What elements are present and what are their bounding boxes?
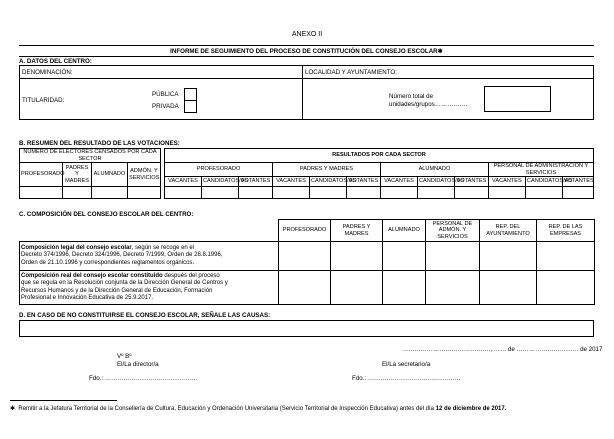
secretario-label: El/La secretario/a (382, 361, 431, 368)
sector-alumnado: ALUMNADO (380, 163, 488, 177)
section-c-heading: C. COMPOSICIÓN DEL CONSEJO ESCOLAR DEL CENTRO: (19, 211, 194, 218)
input-cell[interactable] (239, 187, 273, 199)
elector-col-alumnado: ALUMNADO (91, 163, 127, 187)
input-cell[interactable] (331, 271, 383, 305)
input-cell[interactable] (480, 242, 537, 271)
input-cell[interactable] (272, 187, 309, 199)
sub-col-vacantes: VACANTES (272, 177, 309, 187)
elector-col-profesorado: PROFESORADO (20, 163, 63, 187)
section-d-heading: D. EN CASO DE NO CONSTITUIRSE EL CONSEJO ESCOLAR, SEÑALE LAS CAUSAS: (19, 312, 271, 319)
elector-col-admon: ADMÓN. Y SERVICIOS (127, 163, 160, 187)
sub-col-candidatos: CANDIDATOS/AS (309, 177, 346, 187)
date-line: ……………………………………., …… de ………………………… de 2017 (402, 346, 603, 353)
input-cell[interactable] (279, 242, 331, 271)
votes-table (19, 148, 594, 199)
input-cell[interactable] (279, 271, 331, 305)
localidad-label: LOCALIDAD Y AYUNTAMIENTO: (305, 69, 397, 76)
form-title: INFORME DE SEGUIMIENTO DEL PROCESO DE CONSTITUCIÓN DEL CONSEJO ESCOLAR✱ (170, 48, 443, 55)
comp-col-alumnado: ALUMNADO (383, 220, 426, 242)
resultados-header: RESULTADOS POR CADA SECTOR (165, 149, 594, 163)
sub-col-candidatos: CANDIDATOS/AS (525, 177, 562, 187)
footnote-symbol: ✱ (10, 406, 16, 412)
sector-profesorado: PROFESORADO (165, 163, 273, 177)
sub-col-votantes: VOTANTES (347, 177, 381, 187)
numero-total-label: Número total de (389, 93, 434, 100)
sub-col-vacantes: VACANTES (488, 177, 525, 187)
electores-header: NÚMERO DE ELECTORES CENSADOS POR CADA SECTOR (20, 149, 161, 163)
sub-col-votantes: VOTANTES (239, 177, 273, 187)
privada-label: PRIVADA (152, 103, 179, 110)
real-composition-label: Composición real del consejo escolar constituido después del proceso que se regula en la Resolución conjunta de la Dirección General de Centros y Recursos Humanos y de la Dirección General de Educación, Formación Profesional e Innovación Educativa de 25.9.2017. (20, 271, 279, 305)
comp-col-profesorado: PROFESORADO (279, 220, 331, 242)
divider (19, 56, 594, 57)
divider (19, 45, 594, 46)
fdo-director: Fdo.: ……………………………………… (89, 375, 198, 382)
sub-col-vacantes: VACANTES (380, 177, 417, 187)
comp-col-padres: PADRES Y MADRES (331, 220, 383, 242)
input-cell[interactable] (347, 187, 381, 199)
unidades-label: unidades/grupos……………. (389, 101, 468, 108)
sub-col-candidatos: CANDIDATOS/AS (202, 177, 239, 187)
denominacion-label: DENOMINACIÓN: (22, 69, 73, 76)
composition-table (19, 219, 595, 305)
titularidad-label: TITULARIDAD: (22, 97, 65, 104)
input-cell[interactable] (380, 187, 417, 199)
input-cell[interactable] (480, 271, 537, 305)
input-cell[interactable] (417, 187, 454, 199)
sector-personal: PERSONAL DE ADMINISTRACIÓN Y SERVICIOS (488, 163, 593, 177)
input-cell[interactable] (20, 187, 63, 199)
input-cell[interactable] (488, 187, 525, 199)
vobo-label: Vº Bº (117, 353, 132, 360)
sub-col-votantes: VOTANTES (562, 177, 593, 187)
input-cell[interactable] (383, 242, 426, 271)
input-cell[interactable] (202, 187, 239, 199)
input-cell[interactable] (127, 187, 160, 199)
elector-col-padres: PADRES Y MADRES (63, 163, 92, 187)
input-cell[interactable] (309, 187, 346, 199)
footnote: ✱ Remitir a la Jefatura Territorial de la Consellería de Cultura, Educación y Ordenación Universitaria (Servicio Territorial de Inspección Educativa) antes del día 12 de diciembre de 2017. (10, 406, 507, 412)
fdo-secretario: Fdo.: ……………………………………… (352, 375, 461, 382)
legal-composition-label: Composición legal del consejo escolar, según se recoge en el Decreto 374/1996, Decreto 324/1996, Decreto 7/1999, Orden de 28.8.1996, Orden de 21.10.1996 y correspondientes reglamentos orgánicos. (20, 242, 279, 271)
annex-title: ANEXO II (291, 31, 323, 38)
publica-label: PÚBLICA (152, 91, 179, 98)
director-label: El/La director/a (117, 361, 159, 368)
section-b-heading: B. RESUMEN DEL RESULTADO DE LAS VOTACIONES: (19, 140, 180, 147)
footnote-rule (10, 400, 117, 401)
unidades-input[interactable] (484, 86, 551, 112)
input-cell[interactable] (537, 242, 595, 271)
input-cell[interactable] (91, 187, 127, 199)
privada-checkbox[interactable] (184, 100, 197, 113)
comp-col-ayuntamiento: REP. DEL AYUNTAMIENTO (480, 220, 537, 242)
input-cell[interactable] (426, 242, 480, 271)
input-cell[interactable] (454, 187, 488, 199)
input-cell[interactable] (63, 187, 92, 199)
comp-col-personal: PERSONAL DE ADMÓN. Y SERVICIOS (426, 220, 480, 242)
input-cell[interactable] (165, 187, 202, 199)
input-cell[interactable] (537, 271, 595, 305)
sub-col-candidatos: CANDIDATOS/AS (417, 177, 454, 187)
comp-col-empresas: REP. DE LAS EMPRESAS (537, 220, 595, 242)
divider (19, 78, 594, 79)
input-cell[interactable] (562, 187, 593, 199)
causes-input[interactable] (19, 320, 594, 337)
input-cell[interactable] (383, 271, 426, 305)
sub-col-vacantes: VACANTES (165, 177, 202, 187)
section-a-heading: A. DATOS DEL CENTRO: (19, 58, 92, 65)
divider (302, 65, 303, 120)
sector-padres: PADRES Y MADRES (272, 163, 380, 177)
input-cell[interactable] (525, 187, 562, 199)
input-cell[interactable] (426, 271, 480, 305)
input-cell[interactable] (331, 242, 383, 271)
sub-col-votantes: VOTANTES (454, 177, 488, 187)
